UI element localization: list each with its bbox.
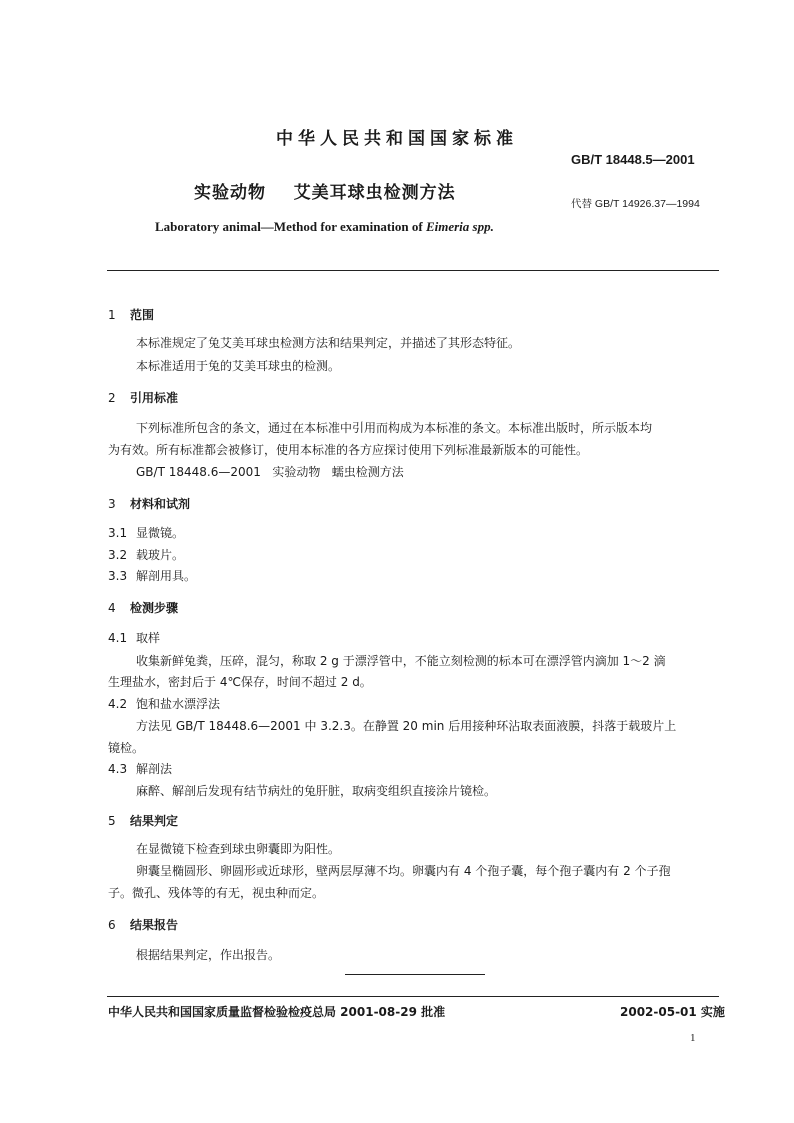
end-of-text-rule <box>345 974 485 975</box>
section-5-heading <box>108 812 178 829</box>
paragraph: 本标准规定了兔艾美耳球虫检测方法和结果判定，并描述了其形态特征。 <box>136 336 521 350</box>
paragraph: 在显微镜下检查到球虫卵囊即为阳性。 <box>136 842 341 856</box>
approval-line: 中华人民共和国国家质量监督检验检疫总局 2001-08-29 批准 <box>108 1005 446 1019</box>
section-number: 4 <box>108 601 116 615</box>
item-text: 解剖用具。 <box>136 569 197 583</box>
footer-divider <box>107 996 719 997</box>
paragraph: 下列标准所包含的条文，通过在本标准中引用而构成为本标准的条文。本标准出版时，所示版本均 <box>136 421 653 435</box>
item-number: 4.1 <box>108 631 128 645</box>
section-title: 结果判定 <box>130 814 179 828</box>
implementation-date: 2002-05-01 实施 <box>620 1005 725 1019</box>
section-number: 5 <box>108 814 116 828</box>
paragraph-continuation: 为有效。所有标准都会被修订，使用本标准的各方应探讨使用下列标准最新版本的可能性。 <box>108 443 589 457</box>
section-title: 引用标准 <box>130 391 179 405</box>
item-text: 显微镜。 <box>136 526 185 540</box>
section-number: 2 <box>108 391 116 405</box>
subsection-title: 取样 <box>136 631 161 645</box>
list-item <box>108 567 196 584</box>
item-number: 4.2 <box>108 697 128 711</box>
header-divider <box>107 270 719 271</box>
standard-code: GB/T 18448.5—2001 <box>571 152 695 167</box>
paragraph: 收集新鲜兔粪，压碎，混匀，称取 2 g 于漂浮管中，不能立刻检测的标本可在漂浮管内滴加 1～2 滴 <box>136 654 666 668</box>
section-title: 范围 <box>130 308 155 322</box>
section-number: 6 <box>108 918 116 932</box>
paragraph-continuation: 镜检。 <box>108 741 145 755</box>
english-title-plain: Laboratory animal—Method for examination of <box>155 219 426 234</box>
paragraph-continuation: 子。微孔、残体等的有无，视虫种而定。 <box>108 886 325 900</box>
section-2-heading <box>108 389 178 406</box>
english-title-italic: Eimeria spp. <box>425 219 494 234</box>
document-title: 实验动物 艾美耳球虫检测方法 <box>194 183 456 203</box>
section-number: 1 <box>108 308 116 322</box>
subsection-4-1-heading <box>108 629 160 646</box>
nation-standard-heading: 中华人民共和国国家标准 <box>276 129 518 149</box>
page-number: 1 <box>690 1032 696 1044</box>
paragraph: 根据结果判定，作出报告。 <box>136 948 281 962</box>
section-1-heading <box>108 306 154 323</box>
item-number: 3.1 <box>108 526 128 540</box>
item-text: 载玻片。 <box>136 548 185 562</box>
item-number: 4.3 <box>108 762 128 776</box>
subsection-title: 解剖法 <box>136 762 173 776</box>
section-4-heading <box>108 599 178 616</box>
replaces-note: 代替 GB/T 14926.37—1994 <box>571 198 700 210</box>
subsection-title: 饱和盐水漂浮法 <box>136 697 221 711</box>
list-item <box>108 546 184 563</box>
paragraph: 卵囊呈椭圆形、卵圆形或近球形，壁两层厚薄不均。卵囊内有 4 个孢子囊，每个孢子囊内有 2 个子孢 <box>136 864 671 878</box>
paragraph: 方法见 GB/T 18448.6—2001 中 3.2.3。在静置 20 min 后用接种环沾取表面液膜，抖落于载玻片上 <box>136 719 677 733</box>
section-title: 检测步骤 <box>130 601 179 615</box>
list-item <box>108 524 184 541</box>
section-number: 3 <box>108 497 116 511</box>
paragraph-continuation: 生理盐水，密封后于 4℃保存，时间不超过 2 d。 <box>108 675 372 689</box>
item-number: 3.2 <box>108 548 128 562</box>
paragraph: 本标准适用于兔的艾美耳球虫的检测。 <box>136 359 341 373</box>
paragraph: 麻醉、解剖后发现有结节病灶的兔肝脏，取病变组织直接涂片镜检。 <box>136 784 497 798</box>
section-6-heading <box>108 916 178 933</box>
item-number: 3.3 <box>108 569 128 583</box>
section-title: 结果报告 <box>130 918 179 932</box>
subsection-4-3-heading <box>108 760 172 777</box>
section-3-heading <box>108 495 190 512</box>
section-title: 材料和试剂 <box>130 497 191 511</box>
reference-item: GB/T 18448.6—2001 实验动物 蠕虫检测方法 <box>136 465 404 479</box>
subsection-4-2-heading <box>108 695 220 712</box>
english-title <box>155 219 494 235</box>
